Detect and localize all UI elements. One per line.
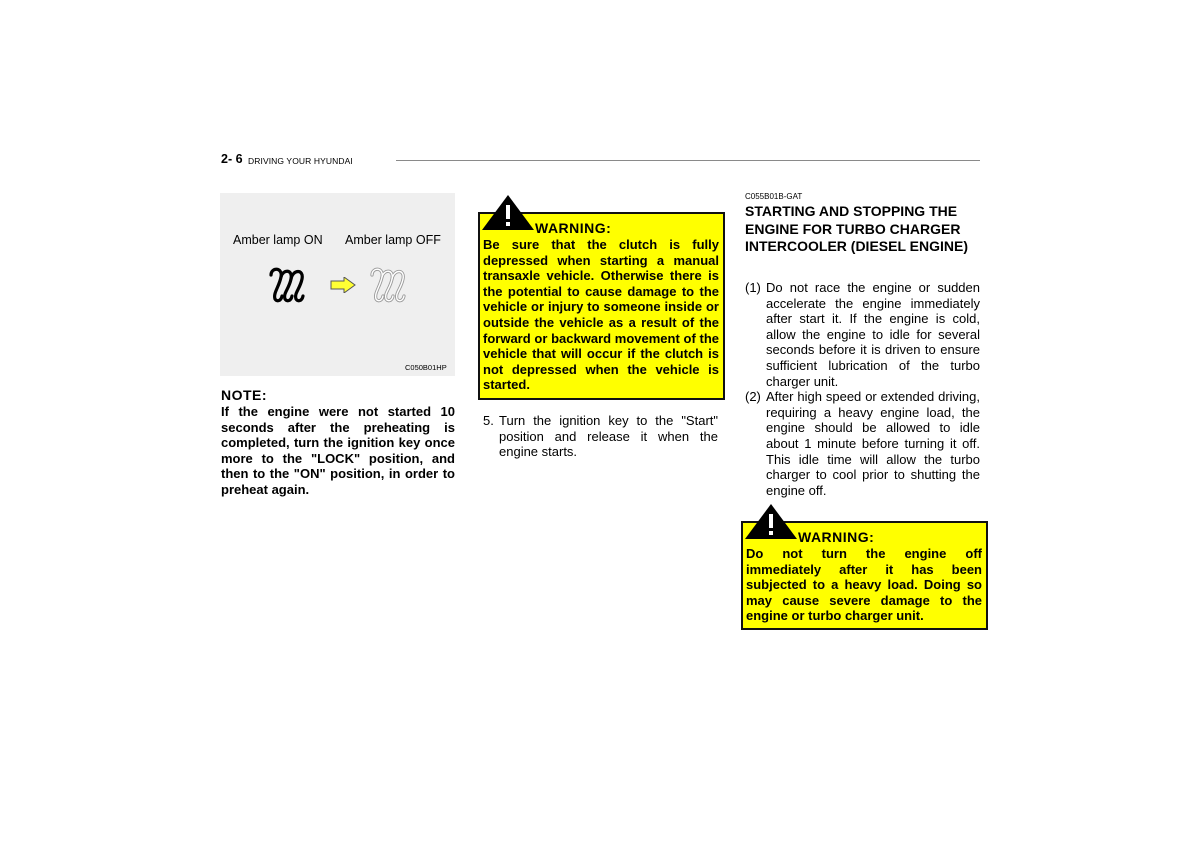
warning-body: Be sure that the clutch is fully depressed when starting a manual transaxle vehicle. Otherwise there is the potential to cause damage to the vehicle or injury to someone inside or outside the vehicle as a result of the forward or backward movement of the vehicle that will occur if the clutch is not depressed when the vehicle is started.: [483, 237, 719, 393]
turbo-instructions-list: [745, 280, 980, 498]
section-heading: STARTING AND STOPPING THE ENGINE FOR TURBO CHARGER INTERCOOLER (DIESEL ENGINE): [745, 203, 968, 254]
warning-box-clutch: [478, 212, 725, 400]
list-item-text: After high speed or extended driving, requiring a heavy engine load, the engine should be allowed to idle about 1 minute before turning it off. This idle time will allow the turbo charger to cool prior to shutting the engine off.: [766, 389, 980, 498]
header-divider: [396, 160, 980, 161]
glow-plug-indicator-figure: [220, 193, 455, 376]
step-text: Turn the ignition key to the "Start" position and release it when the engine starts.: [499, 413, 718, 460]
page-number: 2- 6: [221, 152, 243, 166]
list-item: [745, 389, 980, 498]
list-item-text: Do not race the engine or sudden accelerate the engine immediately after start it. If the engine is cold, allow the engine to idle for several seconds before it is driven to ensure sufficient lubrication of the turbo charger unit.: [766, 280, 980, 389]
caption-lamp-off: Amber lamp OFF: [345, 233, 441, 247]
step-number: 5.: [483, 413, 494, 428]
warning-triangle-icon: [480, 194, 536, 232]
figure-code: C050B01HP: [405, 363, 447, 372]
warning-title: WARNING:: [535, 220, 612, 236]
step-5: [483, 413, 718, 460]
right-arrow-icon: [330, 277, 356, 293]
note-block: [221, 387, 455, 498]
glow-plug-coil-on-icon: [267, 263, 307, 303]
section-title: DRIVING YOUR HYUNDAI: [248, 156, 353, 166]
page-header: [221, 150, 981, 170]
warning-body: Do not turn the engine off immediately after it has been subjected to a heavy load. Doing so may cause severe damage to the engine or turbo charger unit.: [746, 546, 982, 624]
warning-triangle-icon: [743, 503, 799, 541]
list-item-number: (2): [745, 389, 761, 405]
caption-lamp-on: Amber lamp ON: [233, 233, 323, 247]
list-item-number: (1): [745, 280, 761, 295]
note-body: If the engine were not started 10 seconds after the preheating is completed, turn the ignition key once more to the "LOCK" position, and then to the "ON" position, in order to preheat again.: [221, 404, 455, 497]
warning-title: WARNING:: [798, 529, 875, 545]
section-code: C055B01B-GAT: [745, 192, 803, 201]
turbo-section: [745, 192, 980, 498]
list-item: [745, 280, 980, 389]
note-title: NOTE:: [221, 387, 268, 403]
warning-box-turbo: [741, 521, 988, 630]
glow-plug-coil-off-icon: [368, 263, 408, 303]
